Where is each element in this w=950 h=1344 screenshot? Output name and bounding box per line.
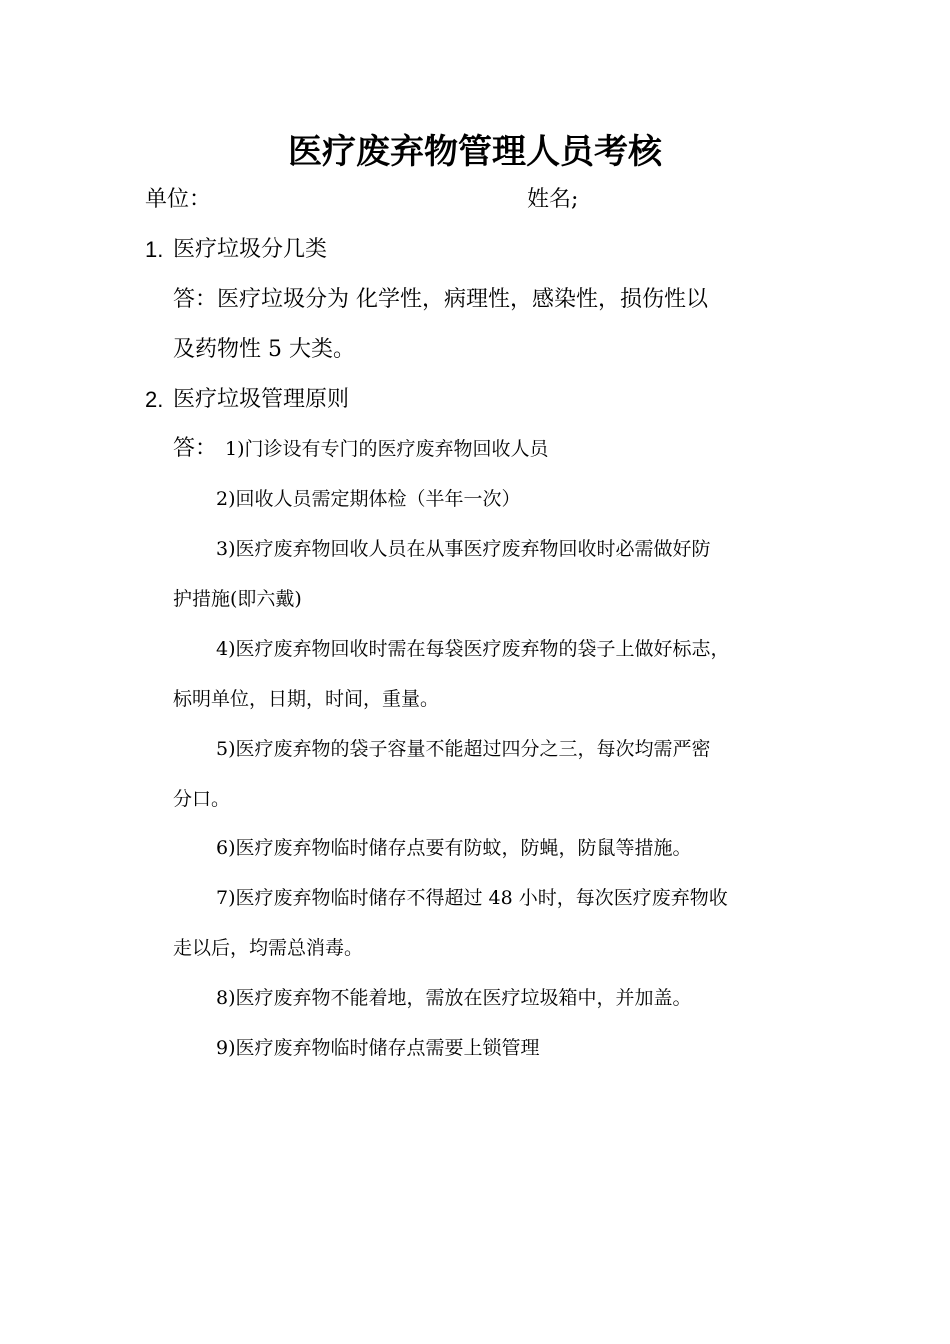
answer-2-prefix: 答： bbox=[173, 436, 218, 461]
answer-2-item: 3)医疗废弃物回收人员在从事医疗废弃物回收时必需做好防 bbox=[216, 538, 711, 560]
name-label: 姓名; bbox=[527, 187, 579, 212]
answer-2-item: 1)门诊设有专门的医疗废弃物回收人员 bbox=[225, 438, 549, 460]
question-1-number: 1. bbox=[145, 237, 164, 262]
answer-2-item: 7)医疗废弃物临时储存不得超过 48 小时，每次医疗废弃物收 bbox=[216, 887, 728, 909]
answer-2-item: 4)医疗废弃物回收时需在每袋医疗废弃物的袋子上做好标志， bbox=[216, 638, 730, 660]
answer-1-line-2: 及药物性 5 大类。 bbox=[173, 337, 355, 362]
question-2-number: 2. bbox=[145, 387, 164, 412]
page-title: 医疗废弃物管理人员考核 bbox=[288, 132, 662, 172]
answer-1-line-1: 答：医疗垃圾分为 化学性，病理性，感染性，损伤性以 bbox=[173, 287, 708, 312]
unit-label: 单位： bbox=[145, 187, 212, 212]
answer-2-item: 2)回收人员需定期体检（半年一次） bbox=[216, 488, 521, 510]
question-1-text: 医疗垃圾分几类 bbox=[173, 237, 328, 262]
answer-2-item: 8)医疗废弃物不能着地，需放在医疗垃圾箱中，并加盖。 bbox=[216, 987, 692, 1009]
answer-2-item-continuation: 分口。 bbox=[173, 788, 231, 810]
answer-2-item-continuation: 护措施(即六戴) bbox=[173, 588, 302, 610]
answer-2-item: 9)医疗废弃物临时储存点需要上锁管理 bbox=[216, 1037, 540, 1059]
answer-2-item-continuation: 走以后，均需总消毒。 bbox=[173, 937, 364, 959]
answer-2-item-continuation: 标明单位，日期，时间，重量。 bbox=[173, 688, 440, 710]
question-2-text: 医疗垃圾管理原则 bbox=[173, 387, 350, 412]
answer-2-item: 5)医疗废弃物的袋子容量不能超过四分之三，每次均需严密 bbox=[216, 738, 711, 760]
answer-2-item: 6)医疗废弃物临时储存点要有防蚊，防蝇，防鼠等措施。 bbox=[216, 837, 692, 859]
